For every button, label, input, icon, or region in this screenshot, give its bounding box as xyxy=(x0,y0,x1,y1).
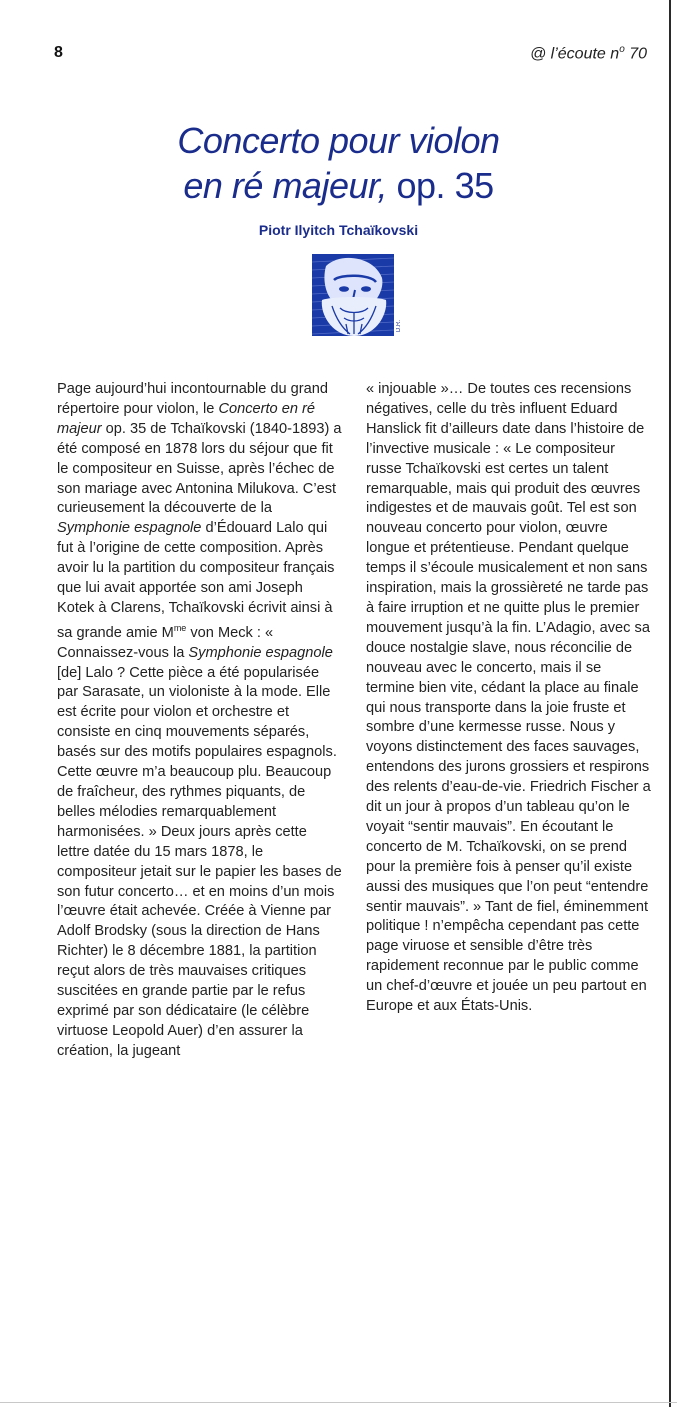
issue-number: 70 xyxy=(629,45,647,63)
article-column-left xyxy=(57,380,342,1062)
text-run: [de] Lalo ? Cette pièce a été popularisée par Sarasate, un violoniste à la mode. Elle est écrite pour violon et orchestre et consiste en cinq mouvements séparés, basés sur des motifs populaires espagnols. Cette œuvre m’a beaucoup plu. Beaucoup de fraîcheur, des rythmes piquants, de belles mélodies remarquablement harmonisées. » Deux jours après cette lettre datée du 15 mars 1878, le compositeur jetait sur le papier les bases de son futur concerto… et en moins d’un mois l’œuvre était achevée. Créée à Vienne par Adolf Brodsky (sous la direction de Hans Richter) le 8 décembre 1881, la partition reçut alors de très mauvaises critiques suscitées en grande partie par le refus exprimé par son dédicataire (le célèbre virtuose Leopold Auer) d’en assurer la création, la jugeant xyxy=(57,664,342,1059)
bottom-rule xyxy=(0,1402,677,1403)
composer-portrait-icon xyxy=(312,254,394,336)
article-column-right xyxy=(366,380,651,1017)
title-line-2 xyxy=(0,163,677,208)
body-text-right: « injouable »… De toutes ces recensions négatives, celle du très influent Eduard Hanslick fit d’ailleurs date dans l’histoire de l’invective musicale : « Le compositeur russe Tchaïkovski est certes un talent remarquable, mais qui produit des œuvres indigestes et de mauvais goût. Tel est son nouveau concerto pour violon, œuvre longue et prétentieuse. Pendant quelque temps il s’écoule musicalement et non sans inspiration, mais la grossièreté ne tarde pas à faire irruption et ne quitte plus le premier mouvement jusqu’à la fin. L’Adagio, avec sa douce nostalgie slave, nous réconcilie de nouveau avec le concerto, mais il se termine bien vite, cédant la place au finale qui nous transporte dans la joie fruste et sombre d’une kermesse russe. Nous y voyons distinctement des faces sauvages, entendons des jurons grossiers et respirons des relents d’eau-de-vie. Friedrich Fischer a dit un jour à propos d’un tableau qu’on le voyait “sentir mauvais”. En écoutant le concerto de M. Tchaïkovski, on se prend pour la première fois à penser qu’il existe aussi des musiques que l’on peut “entendre sentir mauvais”. » Tant de fiel, éminemment politique ! n’empêcha cependant pas cette page viruose et sensible d’être très rapidement reconnue par le public comme un chef-d’œuvre et jouée un peu partout en Europe et aux États-Unis. xyxy=(366,381,651,1015)
issue-label: n xyxy=(610,45,620,63)
text-run: op. 35 de Tchaïkovski (1840-1893) a été composé en 1878 lors du séjour que fit le compositeur en Suisse, après l’échec de son mariage avec Antonina Milukova. C’est curieusement la découverte de la xyxy=(57,420,342,517)
text-run: d’Édouard Lalo qui fut à l’origine de cette composition. Après avoir lu la partition du compositeur français que lui avait apportée son ami Joseph Kotek à Clarens, Tchaïkovski écrivit ainsi à sa grande amie M xyxy=(57,520,335,641)
text-run: Page aujourd’hui incontournable du grand répertoire pour violon, le xyxy=(57,381,329,417)
page-edge xyxy=(669,0,671,1407)
text-run: von Meck : « Connaissez-vous la xyxy=(57,624,274,661)
title-line-2-plain: op. 35 xyxy=(387,165,494,206)
running-header xyxy=(530,44,647,63)
work-title-italic: Concerto en ré majeur xyxy=(57,400,315,437)
work-title-italic: Symphonie espagnole xyxy=(57,520,202,537)
title-line-2-italic: en ré majeur, xyxy=(183,165,388,206)
superscript: me xyxy=(173,622,187,633)
work-title-italic: Symphonie espagnole xyxy=(188,644,333,661)
photo-credit: D.R. xyxy=(396,320,402,332)
article-title xyxy=(0,118,677,208)
body-text-left xyxy=(57,380,342,1062)
magazine-name: @ l’écoute xyxy=(529,45,606,63)
issue-label-sup: o xyxy=(619,44,625,55)
page-number: 8 xyxy=(54,44,63,61)
composer-name: Piotr Ilyitch Tchaïkovski xyxy=(258,222,419,238)
title-line-1: Concerto pour violon xyxy=(177,120,500,161)
